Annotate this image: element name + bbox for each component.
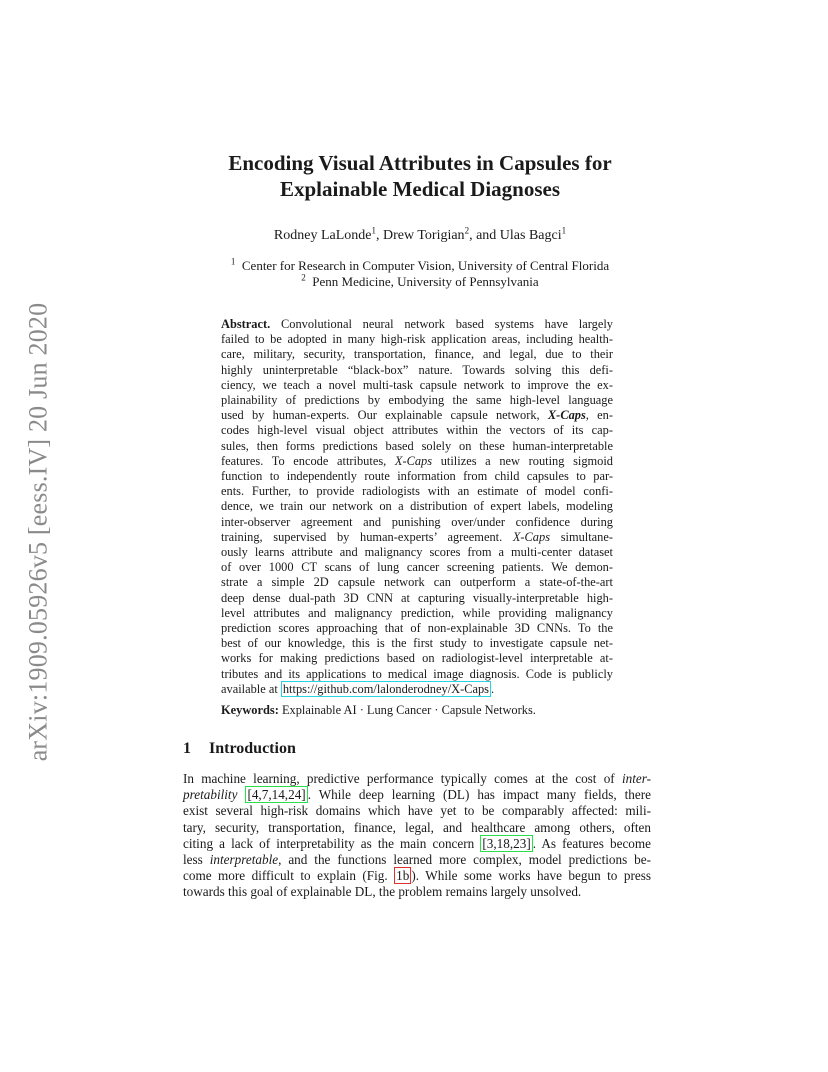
- section-number: 1: [183, 740, 191, 757]
- author-name: Drew Torigian: [382, 228, 465, 243]
- github-link[interactable]: https://github.com/lalonderodney/X-Caps: [282, 681, 489, 696]
- method-name: X-Caps: [394, 453, 433, 468]
- intro-line: [183, 852, 651, 868]
- abstract-text: , en-: [585, 408, 613, 423]
- affiliation-text: Center for Research in Computer Vision, University of Central Florida: [241, 258, 610, 273]
- abstract-line: inter-observer agreement and punishing over/under confidence during: [221, 514, 613, 529]
- section-heading: [183, 740, 296, 758]
- abstract-line: prediction scores approaching that of non-explainable 3D CNNs. To the: [221, 621, 613, 636]
- abstract-line: works for making predictions based on radiologist-level interpretable at-: [221, 651, 613, 666]
- abstract-line: [221, 408, 613, 423]
- author-separator: , and: [469, 228, 500, 243]
- intro-emphasis: pretability: [183, 787, 238, 803]
- abstract-text: .: [491, 681, 495, 696]
- intro-text: less: [183, 852, 210, 868]
- abstract: [221, 317, 613, 697]
- citation-link[interactable]: [3,18,23]: [482, 835, 531, 851]
- abstract-line: of over 1000 CT scans of lung cancer screening patients. We demon-: [221, 560, 613, 575]
- intro-text: come more difficult to explain (Fig.: [183, 868, 395, 884]
- abstract-line: sules, then forms predictions based solely on these human-interpretable: [221, 438, 613, 453]
- keywords: [221, 703, 613, 718]
- abstract-line: highly uninterpretable “black-box” nature. Towards solving this defi-: [221, 362, 613, 377]
- abstract-line: dence, we train our network on a distribution of expert labels, modeling: [221, 499, 613, 514]
- affiliation-mark: 2: [301, 272, 306, 283]
- abstract-text: features. To encode attributes,: [221, 453, 395, 468]
- affiliations: [150, 258, 690, 290]
- abstract-line: care, military, security, transportation, finance, and legal, due to their: [221, 347, 613, 362]
- keywords-label: Keywords:: [221, 703, 279, 717]
- author-affiliation-mark: 2: [464, 225, 470, 236]
- author-affiliation-mark: 1: [371, 225, 376, 236]
- abstract-text: utilizes a new routing sigmoid: [432, 453, 613, 468]
- method-name: X-Caps: [512, 529, 551, 544]
- intro-text: , and the functions learned more complex, model predictions be-: [278, 852, 652, 868]
- intro-text: . As features become: [532, 835, 651, 851]
- intro-line: [183, 787, 651, 803]
- abstract-line: [221, 317, 613, 332]
- intro-line: tary, security, transportation, finance, legal, and healthcare among others, often: [183, 819, 651, 835]
- abstract-text: Convolutional neural network based systems have largely: [280, 317, 613, 331]
- intro-emphasis: interpretable: [209, 852, 279, 868]
- abstract-label: Abstract.: [221, 317, 271, 331]
- intro-line: exist several high-risk domains which have yet to be comparably affected: mili-: [183, 803, 651, 819]
- intro-line: [183, 836, 651, 852]
- affiliation-1: [150, 258, 690, 274]
- section-title: Introduction: [209, 740, 296, 757]
- intro-text: . While deep learning (DL) has impact many fields, there: [307, 787, 651, 803]
- title-line-2: Explainable Medical Diagnoses: [279, 177, 561, 201]
- paper-title: [150, 150, 690, 202]
- abstract-line: plainability of predictions by embodying the same high-level language: [221, 393, 613, 408]
- intro-line: [183, 771, 651, 787]
- intro-emphasis: inter-: [621, 771, 651, 786]
- citation-link[interactable]: [4,7,14,24]: [247, 787, 306, 803]
- abstract-line: tributes and its applications to medical image diagnosis. Code is publicly: [221, 666, 613, 681]
- abstract-line: ciency, we teach a novel multi-task capsule network to improve the ex-: [221, 377, 613, 392]
- abstract-line: failed to be adopted in many high-risk application areas, including health-: [221, 332, 613, 347]
- keywords-text: Explainable AI · Lung Cancer · Capsule Networks.: [281, 703, 536, 717]
- abstract-line: deep dense dual-path 3D CNN at capturing visually-interpretable high-: [221, 590, 613, 605]
- intro-text: In machine learning, predictive performance typically comes at the cost of: [183, 771, 622, 786]
- abstract-line: level attributes and malignancy prediction, while providing malignancy: [221, 605, 613, 620]
- abstract-line: [221, 682, 613, 697]
- intro-line: towards this goal of explainable DL, the problem remains largely unsolved.: [183, 884, 582, 900]
- title-line-1: Encoding Visual Attributes in Capsules for: [228, 151, 612, 175]
- abstract-line: [221, 530, 613, 545]
- author-separator: ,: [375, 228, 383, 243]
- author-name: Rodney LaLonde: [273, 228, 372, 243]
- abstract-text: training, supervised by human-experts’ agreement.: [221, 529, 513, 544]
- method-name: X-Caps: [547, 408, 586, 423]
- author-affiliation-mark: 1: [561, 225, 567, 236]
- author-list: [150, 225, 690, 244]
- figure-reference-link[interactable]: 1b: [396, 868, 410, 884]
- arxiv-id-text: arXiv:1909.05926v5 [eess.IV] 20 Jun 2020: [23, 302, 53, 762]
- introduction-paragraph: [183, 771, 651, 901]
- abstract-text: available at: [221, 681, 281, 696]
- intro-text: ). While some works have begun to press: [411, 868, 651, 884]
- affiliation-2: [150, 274, 690, 290]
- author-name: Ulas Bagci: [499, 228, 562, 243]
- affiliation-mark: 1: [230, 256, 236, 267]
- abstract-line: best of our knowledge, this is the first study to investigate capsule net-: [221, 636, 613, 651]
- intro-text: citing a lack of interpretability as the main concern: [183, 835, 481, 851]
- arxiv-identifier-stamp: [14, 292, 62, 772]
- abstract-line: function to independently route information from child capsules to par-: [221, 469, 613, 484]
- affiliation-text: Penn Medicine, University of Pennsylvania: [312, 274, 539, 289]
- abstract-text: used by human-experts. Our explainable capsule network,: [221, 408, 548, 423]
- abstract-line: [221, 454, 613, 469]
- abstract-text: simultane-: [550, 529, 613, 544]
- abstract-line: ously learns attribute and malignancy scores from a multi-center dataset: [221, 545, 613, 560]
- intro-line: [183, 868, 651, 884]
- abstract-line: ents. Further, to provide radiologists with an estimate of model confi-: [221, 484, 613, 499]
- abstract-line: codes high-level visual object attributes within the vectors of its cap-: [221, 423, 613, 438]
- abstract-line: strate a simple 2D capsule network can outperform a state-of-the-art: [221, 575, 613, 590]
